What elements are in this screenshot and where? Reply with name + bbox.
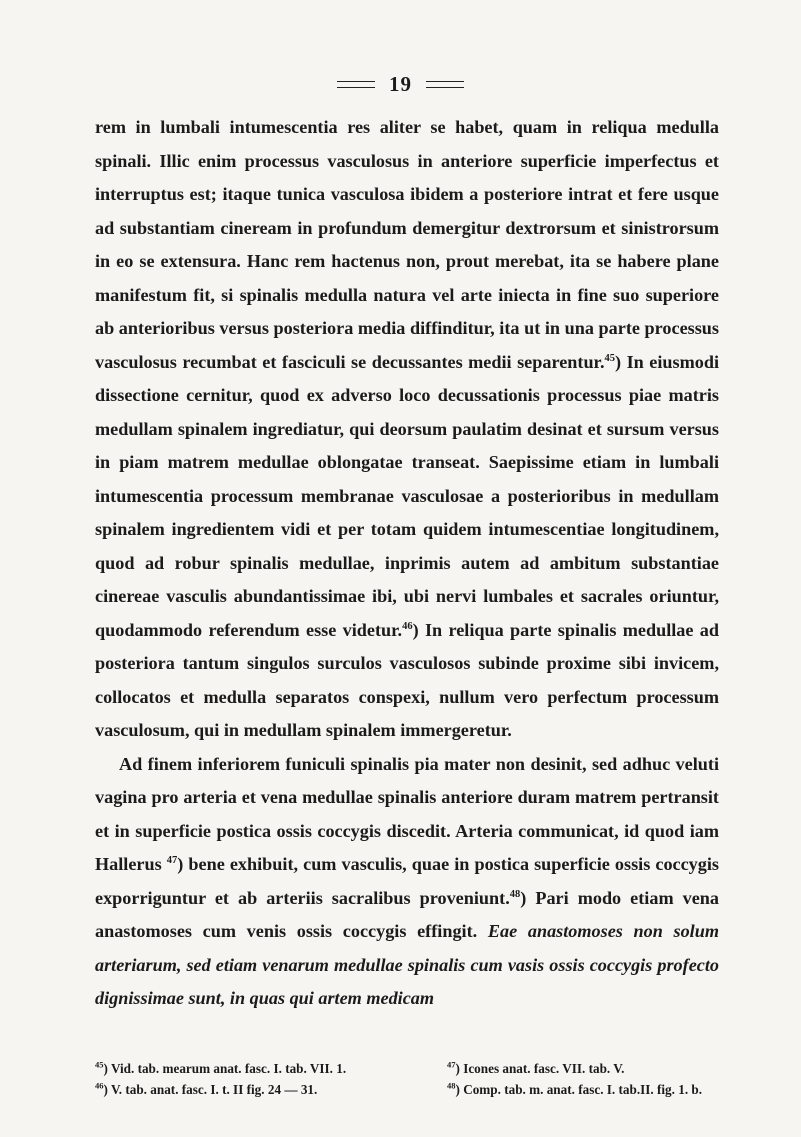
header-rule-left: [337, 81, 375, 88]
paragraph-2-part-b: ) bene exhibuit, cum vasculis, quae in postica superficie ossis coccygis exporriguntur et ab arteriis sacralibus proveniunt.: [95, 854, 720, 908]
footnote-mark: 47: [447, 1059, 456, 1070]
footnote-text: ) Comp. tab. m. anat. fasc. I. tab.II. fig. 1. b.: [455, 1082, 703, 1097]
footnote-text: ) V. tab. anat. fasc. I. t. II fig. 24 — 31.: [103, 1082, 318, 1097]
paragraph-2-part-a: Ad finem inferiorem funiculi spinalis pia mater non desinit, sed adhuc veluti vagina pro arteria et vena medullae spinalis anteriore duram matrem pertransit et in superficie postica ossis coccygis discedit. Arteria communicat, id quod iam Hallerus: [95, 753, 719, 874]
footnote: [447, 1058, 719, 1079]
paragraph-1-part-b: ) In eiusmodi dissectione cernitur, quod ex adverso loco decussationis processus piae matris medullam spinalem ingrediatur, qui deorsum paulatim desinat et sursum versus in piam matrem medullae oblongatae transeat. Saepissime etiam in lumbali intumescentia processum membranae vasculosae a posterioribus in medullam spinalem ingredientem vidi et per totam quidem intumescentiae longitudinem, quod ad robur spinalis medullae, inprimis autem ad ambitum substantiae cinereae vasculis abundantissimae ibi, ubi nervi lumbales et sacrales oriuntur, quodammodo referendum esse videtur.: [95, 351, 719, 640]
footnote-ref-45: 45: [604, 352, 616, 364]
footnote: [95, 1079, 447, 1100]
page-header: [0, 72, 801, 97]
page-number: 19: [389, 72, 412, 96]
footnote: [95, 1058, 447, 1079]
footnote: [447, 1079, 719, 1100]
footnote-mark: 46: [95, 1080, 104, 1091]
paragraph-1-part-c: ) In reliqua parte spinalis medullae ad posteriora tantum singulos surculos vasculosos subinde proxime sibi invicem, collocatos et medulla separatos conspexi, nullum vero perfectum processum vasculosum, qui in medullam spinalem immergeretur.: [95, 619, 719, 740]
footnote-text: ) Vid. tab. mearum anat. fasc. I. tab. VII. 1.: [103, 1061, 347, 1076]
paragraph-1-part-a: rem in lumbali intumescentia res aliter se habet, quam in reliqua medulla spinali. Illic enim processus vasculosus in anteriore superficie imperfectus et interruptus est; itaque tunica vasculosa ibidem a posteriore intrat et fere usque ad substantiam cineream in profundum demergitur dextrorsum et sinistrorsum in eo se extensura. Hanc rem hactenus non, prout merebat, ita se habere plane manifestum fit, si spinalis medulla natura vel arte iniecta in fine suo superiore ab anterioribus versus posteriora media diffinditur, ita ut in una parte processus vasculosus recumbat et fasciculi se decussantes medii separentur.: [95, 117, 719, 372]
paragraph-1: [95, 111, 719, 748]
footnotes: [95, 1058, 719, 1100]
header-rule-right: [426, 81, 464, 88]
footnote-mark: 45: [95, 1059, 104, 1070]
paragraph-2: [95, 748, 719, 1016]
footnote-text: ) Icones anat. fasc. VII. tab. V.: [455, 1061, 625, 1076]
body-text: [95, 111, 719, 1016]
paragraph-2-italic: Eae anastomoses non solum arteriarum, sed etiam venarum medullae spinalis cum vasis ossis coccygis profecto dignissimae sunt, in quas qui artem medicam: [95, 921, 719, 1008]
footnote-ref-46: 46: [402, 620, 413, 632]
footnote-mark: 48: [447, 1080, 456, 1091]
paragraph-2-part-c: ) Pari modo etiam vena anastomoses cum venis ossis coccygis effingit.: [95, 887, 719, 941]
footnote-ref-48: 48: [509, 888, 521, 900]
footnote-ref-47: 47: [166, 854, 178, 866]
